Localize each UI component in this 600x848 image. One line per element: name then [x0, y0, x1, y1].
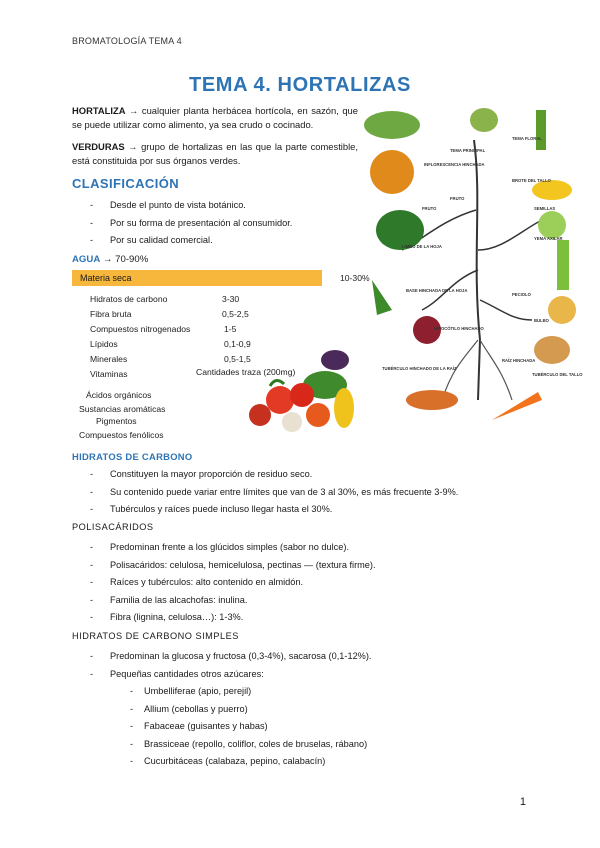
- verduras-text: → grupo de hortalizas en las que la parte comestible, está constituida por sus órganos verdes.: [72, 141, 358, 166]
- diagram-label: LIMBO DE LA HOJA: [402, 244, 442, 249]
- diagram-label: BROTE DEL TALLO: [512, 178, 551, 183]
- list-item: - Polisacáridos: celulosa, hemicelulosa, pectinas — (textura firme).: [90, 557, 376, 575]
- hortaliza-text: → cualquier planta herbácea hortícola, en sazón, que se puede utilizar como alimento, ya sea crudo o cocinado.: [72, 105, 358, 130]
- simples-list: [90, 648, 371, 683]
- verduras-term: VERDURAS: [72, 141, 125, 152]
- diagram-label: PECIOLO: [512, 292, 531, 297]
- agua-value: → 70-90%: [102, 254, 149, 265]
- hidratos-list: [90, 466, 458, 519]
- diagram-label: INFLORESCENCIA HINCHADA: [424, 162, 485, 167]
- diagram-label: RAÍZ HINCHADA: [502, 358, 536, 363]
- list-item: - Fabaceae (guisantes y habas): [130, 718, 367, 736]
- table-row-value: 0,5-1,5: [224, 354, 251, 364]
- vegetables-photo: [240, 340, 365, 440]
- table-row-name: Vitaminas: [90, 369, 128, 379]
- extra-component: Compuestos fenólicos: [79, 430, 164, 440]
- diagram-label: TUBÉRCULO DEL TALLO: [532, 372, 583, 377]
- simples-sublist: [130, 683, 367, 771]
- list-item: - Allium (cebollas y puerro): [130, 701, 367, 719]
- extra-component: Sustancias aromáticas: [79, 404, 166, 414]
- diagram-label: TUBÉRCULO HINCHADO DE LA RAÍZ: [382, 366, 457, 371]
- diagram-label: SEMILLAS: [534, 206, 556, 211]
- diagram-label: BULBO: [534, 318, 549, 323]
- list-item: - Constituyen la mayor proporción de residuo seco.: [90, 466, 458, 484]
- list-item: - Pequeñas cantidades otros azúcares:: [90, 666, 371, 684]
- polisacaridos-list: [90, 539, 376, 627]
- diagram-label: YEMA AXILAR: [534, 236, 563, 241]
- page-number: 1: [519, 796, 526, 808]
- table-row-name: Compuestos nitrogenados: [90, 324, 191, 334]
- list-item: - Raíces y tubérculos: alto contenido en almidón.: [90, 574, 376, 592]
- plant-parts-diagram: [362, 100, 583, 432]
- list-item: - Por su calidad comercial.: [90, 232, 292, 250]
- diagram-label: HIPOCÓTILO HINCHADO: [434, 326, 484, 331]
- list-item: - Umbelliferae (apio, perejil): [130, 683, 367, 701]
- polisacaridos-heading: POLISACÁRIDOS: [72, 522, 154, 532]
- table-row-value: 0,5-2,5: [222, 309, 249, 319]
- table-side-note: 10-30%: [340, 273, 370, 283]
- table-row-value: 3-30: [222, 294, 240, 304]
- table-row-name: Hidratos de carbono: [90, 294, 168, 304]
- diagram-label: TEMA PRINCIPAL: [450, 148, 486, 153]
- table-header: Materia seca: [72, 270, 322, 286]
- table-row-name: Lípidos: [90, 339, 118, 349]
- list-item: - Predominan frente a los glúcidos simples (sabor no dulce).: [90, 539, 376, 557]
- list-item: - Brassiceae (repollo, coliflor, coles de bruselas, rábano): [130, 736, 367, 754]
- hidratos-heading: HIDRATOS DE CARBONO: [72, 451, 193, 462]
- list-item: - Desde el punto de vista botánico.: [90, 197, 292, 215]
- list-item: - Su contenido puede variar entre límites que van de 3 al 30%, es más frecuente 3-9%.: [90, 484, 458, 502]
- page-title: TEMA 4. HORTALIZAS: [189, 74, 411, 96]
- table-row-value: 1-5: [224, 324, 237, 334]
- extra-component: Ácidos orgánicos: [86, 390, 152, 400]
- composition-table: [72, 270, 322, 286]
- hortaliza-definition: [72, 104, 358, 132]
- table-row-name: Minerales: [90, 354, 128, 364]
- verduras-definition: [72, 140, 358, 168]
- clasificacion-list: [90, 197, 292, 250]
- table-row-value: 0,1-0,9: [224, 339, 251, 349]
- hortaliza-term: HORTALIZA: [72, 105, 126, 116]
- table-row-name: Fibra bruta: [90, 309, 132, 319]
- agua-line: [72, 254, 148, 265]
- list-item: - Familia de las alcachofas: inulina.: [90, 592, 376, 610]
- clasificacion-heading: CLASIFICACIÓN: [72, 176, 180, 191]
- extra-component: Pigmentos: [96, 416, 137, 426]
- simples-heading: HIDRATOS DE CARBONO SIMPLES: [72, 631, 239, 641]
- table-row-value: Cantidades traza (200mg): [196, 367, 296, 377]
- list-item: - Fibra (lignina, celulosa…): 1-3%.: [90, 609, 376, 627]
- list-item: - Predominan la glucosa y fructosa (0,3-4%), sacarosa (0,1-12%).: [90, 648, 371, 666]
- list-item: - Por su forma de presentación al consumidor.: [90, 215, 292, 233]
- list-item: - Cucurbitáceas (calabaza, pepino, calabacín): [130, 753, 367, 771]
- diagram-label: TEMA FLORAL: [512, 136, 542, 141]
- list-item: - Tubérculos y raíces puede incluso llegar hasta el 30%.: [90, 501, 458, 519]
- diagram-label: BASE HINCHADA DE LA HOJA: [406, 288, 468, 293]
- agua-label: AGUA: [72, 254, 101, 265]
- page-header: BROMATOLOGÍA TEMA 4: [72, 36, 182, 46]
- diagram-label: FRUTO: [450, 196, 465, 201]
- diagram-label: FRUTO: [422, 206, 437, 211]
